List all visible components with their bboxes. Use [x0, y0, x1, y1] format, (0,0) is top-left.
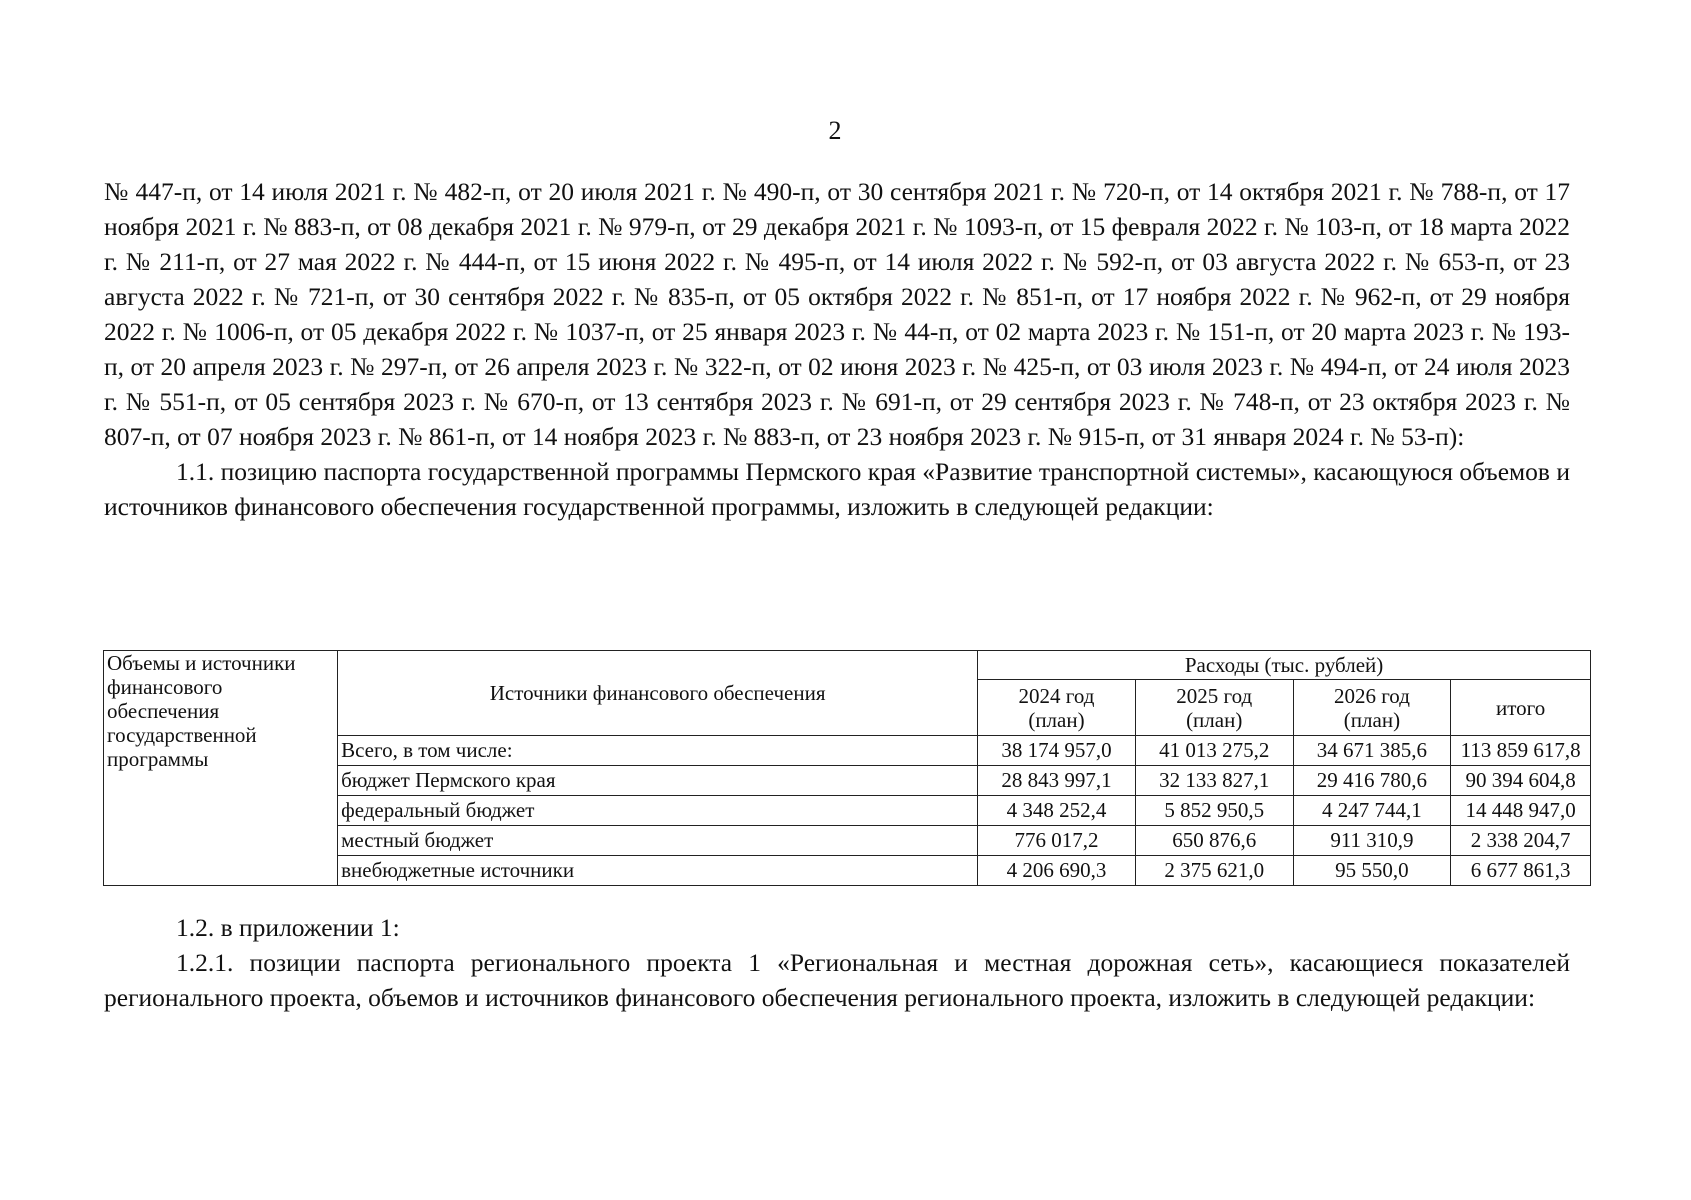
value-cell: 95 550,0 — [1293, 856, 1451, 886]
preamble-line: № 592-п, от 03 августа 2022 г. № 653-п, от 23 августа 2022 г. № 721-п, от 30 сентября 2022 г. № 835-п, от 05 октября — [104, 247, 1571, 311]
value-cell: 38 174 957,0 — [978, 736, 1136, 766]
source-cell: Всего, в том числе: — [338, 736, 978, 766]
value-cell: 2 375 621,0 — [1135, 856, 1293, 886]
value-cell: 4 348 252,4 — [978, 796, 1136, 826]
preamble-line: 2022 г. № 103-п, от 18 марта 2022 г. № 211-п, от 27 мая 2022 г. № 444-п, от 15 июня 2022 г. № 495-п, от 14 июля 2022 г. — [104, 212, 1571, 276]
preamble-line: 2022 г. № 851-п, от 17 ноября 2022 г. № 962-п, от 29 ноября 2022 г. № 1006-п, от 05 декабря 2022 г. № 1037-п, — [104, 282, 1570, 346]
preamble-line: № 788-п, от 17 ноября 2021 г. № 883-п, от 08 декабря 2021 г. № 979-п, от 29 декабря 2021 г. № 1093-п, от 15 февраля — [104, 177, 1570, 241]
section-1-2-1-paragraph: 1.2.1. позиции паспорта регионального проекта 1 «Региональная и местная дорожная сеть», касающиеся показателей регионального проекта, объемов и источников финансового обеспечения регионального проекта, изложить в следующей редакции: — [104, 948, 1570, 1012]
table-row-label: Объемы и источники финансового обеспечения государственной программы — [104, 651, 338, 886]
preamble-line: № 807-п, от 07 ноября 2023 г. № 861-п, от 14 ноября 2023 г. № 883-п, от 23 ноября 2023 г. № 915-п, от 31 января 2024 г. — [104, 387, 1570, 451]
year-header-2026 — [1293, 680, 1451, 736]
total-cell: 2 338 204,7 — [1451, 826, 1591, 856]
total-cell: 90 394 604,8 — [1451, 766, 1591, 796]
preamble-line: от 26 апреля 2023 г. № 322-п, от 02 июня 2023 г. № 425-п, от 03 июля 2023 г. № 494-п, от 24 июля 2023 г. № 551-п, — [104, 352, 1571, 416]
closing-section — [104, 910, 1570, 1015]
expenses-header: Расходы (тыс. рублей) — [978, 651, 1591, 680]
value-cell: 34 671 385,6 — [1293, 736, 1451, 766]
year-note: (план) — [1343, 707, 1401, 732]
preamble-line: от 05 сентября 2023 г. № 670-п, от 13 сентября 2023 г. № 691-п, от 29 сентября 2023 г. № 748-п, от 23 октября 2023 г. — [233, 387, 1538, 416]
value-cell: 32 133 827,1 — [1135, 766, 1293, 796]
total-cell: 113 859 617,8 — [1451, 736, 1591, 766]
value-cell: 5 852 950,5 — [1135, 796, 1293, 826]
value-cell: 776 017,2 — [978, 826, 1136, 856]
source-cell: внебюджетные источники — [338, 856, 978, 886]
source-cell: местный бюджет — [338, 826, 978, 856]
year-note: (план) — [1028, 707, 1085, 732]
value-cell: 28 843 997,1 — [978, 766, 1136, 796]
document-body — [104, 174, 1570, 524]
page-number: 2 — [828, 116, 842, 145]
preamble-line: № 53-п): — [1370, 422, 1465, 451]
year-label: 2026 год — [1333, 683, 1410, 708]
value-cell: 911 310,9 — [1293, 826, 1451, 856]
year-note: (план) — [1186, 707, 1243, 732]
source-cell: федеральный бюджет — [338, 796, 978, 826]
preamble-line: № 447-п, от 14 июля 2021 г. № 482-п, от 20 июля 2021 г. № 490-п, от 30 сентября 2021 г. № 720-п, от 14 октября 2021 г. — [104, 177, 1403, 206]
value-cell: 650 876,6 — [1135, 826, 1293, 856]
total-cell: 6 677 861,3 — [1451, 856, 1591, 886]
section-1-1-paragraph: 1.1. позицию паспорта государственной программы Пермского края «Развитие транспортной системы», касающуюся объемов и источников финансового обеспечения государственной программы, изложить в следующей редакции: — [104, 457, 1570, 521]
year-header-2025 — [1135, 680, 1293, 736]
section-1-2-paragraph: 1.2. в приложении 1: — [176, 913, 400, 942]
financing-table — [103, 650, 1591, 886]
source-cell: бюджет Пермского края — [338, 766, 978, 796]
value-cell: 29 416 780,6 — [1293, 766, 1451, 796]
total-cell: 14 448 947,0 — [1451, 796, 1591, 826]
sources-header: Источники финансового обеспечения — [338, 651, 978, 736]
preamble-line: от 25 января 2023 г. № 44-п, от 02 марта 2023 г. № 151-п, от 20 марта 2023 г. № 193-п, от 20 апреля 2023 г. № 297-п, — [104, 317, 1570, 381]
value-cell: 4 206 690,3 — [978, 856, 1136, 886]
value-cell: 41 013 275,2 — [1135, 736, 1293, 766]
year-header-2024 — [978, 680, 1136, 736]
year-label: 2025 год — [1176, 683, 1253, 708]
total-header: итого — [1451, 680, 1591, 736]
year-label: 2024 год — [1018, 683, 1095, 708]
preamble-text — [104, 174, 1570, 454]
value-cell: 4 247 744,1 — [1293, 796, 1451, 826]
